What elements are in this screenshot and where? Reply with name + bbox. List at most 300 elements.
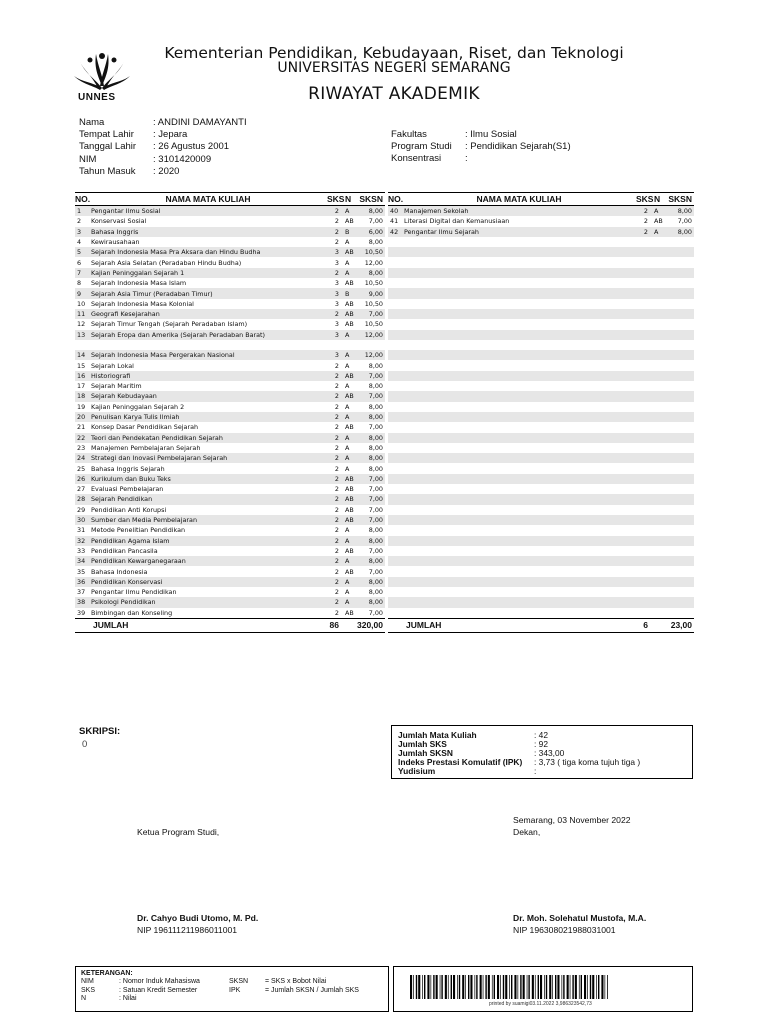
table-row: [75, 309, 385, 319]
summary-value: [534, 767, 536, 776]
course-sksn: 7,00: [368, 608, 383, 617]
course-sks: 3: [334, 258, 339, 267]
info-value: : 3101420009: [153, 154, 211, 166]
course-sks: 2: [334, 413, 339, 422]
course-no: 37: [77, 588, 86, 597]
course-no: 26: [77, 474, 86, 483]
course-grade: AB: [345, 567, 354, 576]
barcode-bar: [451, 975, 452, 999]
course-grade: AB: [345, 310, 354, 319]
course-grade: A: [345, 361, 350, 370]
barcode-bar: [485, 975, 486, 999]
barcode-bar: [413, 975, 414, 999]
info-label: NIM: [79, 153, 97, 165]
course-table-right: [388, 192, 694, 633]
table-row: [388, 556, 694, 566]
barcode-bar: [587, 975, 588, 999]
course-no: 18: [77, 392, 86, 401]
right-signer-role: Dekan,: [513, 827, 541, 837]
course-grade: A: [345, 536, 350, 545]
course-sksn: 10,50: [364, 320, 383, 329]
course-no: 16: [77, 371, 86, 380]
table-row: [75, 443, 385, 453]
course-name: Psikologi Pendidikan: [91, 598, 156, 607]
info-value: : 2020: [153, 166, 179, 178]
table-row: [388, 402, 694, 412]
barcode-bar: [416, 975, 417, 999]
legend-title: KETERANGAN:: [81, 970, 133, 977]
info-row: [391, 153, 571, 165]
barcode-bar: [523, 975, 525, 999]
student-info-left: [79, 117, 247, 178]
logo-text: UNNES: [78, 92, 116, 103]
barcode-bar: [445, 975, 447, 999]
info-value: [465, 153, 468, 165]
course-name: Evaluasi Pembelajaran: [91, 485, 164, 494]
course-sks: 2: [643, 217, 648, 226]
table-row: [75, 381, 385, 391]
table-row: [75, 422, 385, 432]
course-name: Kajian Peninggalan Sejarah 2: [91, 402, 185, 411]
course-grade: AB: [345, 474, 354, 483]
course-grade: A: [345, 351, 350, 360]
table-row: [388, 247, 694, 257]
course-sksn: 10,50: [364, 299, 383, 308]
course-name: Penulisan Karya Tulis Ilmiah: [91, 413, 180, 422]
course-sks: 3: [334, 289, 339, 298]
right-signer: [513, 912, 646, 936]
course-grade: A: [654, 227, 659, 236]
table-row: [75, 330, 385, 340]
table-row: [75, 371, 385, 381]
course-table-left: [75, 192, 385, 633]
ministry-title: Kementerian Pendidikan, Kebudayaan, Riset, dan Teknologi: [164, 44, 624, 62]
header-name: NAMA MATA KULIAH: [476, 194, 562, 204]
course-no: 38: [77, 598, 86, 607]
course-sks: 2: [643, 207, 648, 216]
course-sks: 2: [334, 392, 339, 401]
barcode-bar: [518, 975, 519, 999]
barcode-bar: [492, 975, 493, 999]
course-no: 13: [77, 330, 86, 339]
table-row: [75, 278, 385, 288]
course-sksn: 7,00: [368, 474, 383, 483]
table-row: [75, 587, 385, 597]
table-row: [75, 257, 385, 267]
barcode-bar: [549, 975, 551, 999]
course-sksn: 7,00: [368, 495, 383, 504]
course-sksn: 8,00: [368, 402, 383, 411]
course-grade: A: [345, 577, 350, 586]
barcode-bar: [532, 975, 534, 999]
barcode-bar: [476, 975, 477, 999]
course-name: Sumber dan Media Pembelajaran: [91, 516, 198, 525]
barcode-bar: [567, 975, 569, 999]
summary-value: : 343,00: [534, 749, 564, 758]
table-row: [388, 360, 694, 370]
header-no: NO.: [75, 194, 91, 204]
info-value: : Jepara: [153, 129, 187, 141]
course-grade: A: [345, 588, 350, 597]
table-row: [388, 597, 694, 607]
barcode-bar: [500, 975, 501, 999]
course-sks: 2: [334, 536, 339, 545]
legend-desc: [265, 995, 383, 1003]
course-name: Konsep Dasar Pendidikan Sejarah: [91, 423, 199, 432]
legend-desc: = SKS x Bobot Nilai: [265, 978, 327, 986]
info-row: [391, 129, 571, 141]
course-name: Sejarah Pendidikan: [91, 495, 153, 504]
course-no: 10: [77, 299, 86, 308]
barcode-bar: [475, 975, 476, 999]
course-no: 15: [77, 361, 86, 370]
course-sksn: 8,00: [368, 526, 383, 535]
table-row: [75, 463, 385, 473]
course-sks: 2: [334, 371, 339, 380]
summary-box: [391, 725, 693, 779]
skripsi-value: 0: [82, 739, 88, 750]
barcode-bar: [562, 975, 563, 999]
barcode-bar: [555, 975, 556, 999]
legend-key: SKS: [81, 986, 96, 994]
table-row: [388, 319, 694, 329]
course-no: 28: [77, 495, 86, 504]
barcode-bar: [422, 975, 423, 999]
right-signer-name: Dr. Moh. Solehatul Mustofa, M.A.: [513, 913, 647, 923]
course-sksn: 8,00: [368, 207, 383, 216]
course-name: Manajemen Pembelajaran Sejarah: [91, 443, 201, 452]
student-info-right: [391, 129, 571, 166]
course-name: Sejarah Maritim: [91, 382, 142, 391]
barcode-bar: [497, 975, 499, 999]
legend-desc: : Satuan Kredit Semester: [119, 986, 198, 994]
course-name: Historiografi: [91, 371, 131, 380]
course-grade: AB: [345, 371, 354, 380]
course-no: 2: [77, 217, 82, 226]
course-sks: 3: [334, 330, 339, 339]
course-sks: 2: [334, 433, 339, 442]
course-sksn: 7,00: [368, 371, 383, 380]
course-sks: 2: [334, 382, 339, 391]
course-sksn: 8,00: [368, 598, 383, 607]
course-no: 29: [77, 505, 86, 514]
table-row: [75, 412, 385, 422]
barcode-bar: [418, 975, 420, 999]
course-no: 35: [77, 567, 86, 576]
table-row: [388, 505, 694, 515]
table-row: [388, 422, 694, 432]
course-grade: AB: [345, 505, 354, 514]
table-row: [75, 556, 385, 566]
course-name: Sejarah Indonesia Masa Pra Aksara dan Hindu Budha: [91, 248, 261, 257]
info-value: : Pendidikan Sejarah(S1): [465, 141, 571, 153]
course-sksn: 7,00: [368, 567, 383, 576]
table-row: [75, 566, 385, 576]
course-sks: 2: [334, 454, 339, 463]
course-no: 19: [77, 402, 86, 411]
info-label: Tanggal Lahir: [79, 141, 137, 153]
table-row: [75, 608, 385, 618]
course-grade: AB: [345, 546, 354, 555]
course-no: 17: [77, 382, 86, 391]
course-no: 1: [77, 207, 82, 216]
course-name: Pendidikan Anti Korupsi: [91, 505, 167, 514]
barcode-bar: [440, 975, 441, 999]
course-sksn: 7,00: [368, 546, 383, 555]
total-sksn: 23,00: [670, 620, 692, 631]
course-no: 14: [77, 351, 86, 360]
course-name: Kewirausahaan: [91, 238, 140, 247]
header-sksn: SKSN: [359, 194, 383, 204]
barcode-bar: [575, 975, 577, 999]
course-no: 11: [77, 310, 86, 319]
course-sksn: 8,00: [368, 361, 383, 370]
course-grade: B: [345, 289, 350, 298]
course-sks: 3: [334, 351, 339, 360]
table-total: [75, 618, 385, 632]
course-no: 21: [77, 423, 86, 432]
course-sksn: 8,00: [368, 454, 383, 463]
skripsi-title: SKRIPSI:: [79, 726, 121, 737]
course-grade: AB: [654, 217, 663, 226]
course-grade: AB: [345, 392, 354, 401]
barcode-bar: [427, 975, 429, 999]
table-row: [388, 433, 694, 443]
course-sks: 2: [334, 567, 339, 576]
course-sksn: 8,00: [368, 588, 383, 597]
course-name: Strategi dan Inovasi Pembelajaran Sejarah: [91, 454, 228, 463]
course-grade: AB: [345, 248, 354, 257]
info-label: Program Studi: [391, 141, 452, 153]
course-name: Bahasa Inggris Sejarah: [91, 464, 165, 473]
course-name: Metode Penelitian Pendidikan: [91, 526, 186, 535]
barcode-bar: [470, 975, 472, 999]
legend-desc: : Nilai: [119, 994, 137, 1002]
course-sks: 2: [334, 268, 339, 277]
table-row: [75, 546, 385, 556]
barcode-box: [393, 966, 693, 1012]
course-sksn: 8,00: [368, 557, 383, 566]
table-row: [388, 278, 694, 288]
table-row: [388, 330, 694, 340]
course-no: 6: [77, 258, 82, 267]
course-grade: A: [345, 207, 350, 216]
legend-box: [75, 966, 389, 1012]
barcode-bar: [601, 975, 603, 999]
course-sksn: 9,00: [368, 289, 383, 298]
info-row: [79, 117, 247, 129]
summary-label: Jumlah SKS: [398, 738, 447, 749]
course-grade: AB: [345, 320, 354, 329]
course-sksn: 12,00: [364, 258, 383, 267]
course-no: 20: [77, 413, 86, 422]
course-sks: 2: [334, 485, 339, 494]
course-no: 33: [77, 546, 86, 555]
course-sksn: 7,00: [368, 485, 383, 494]
right-signer-nip: NIP 196308021988031001: [513, 925, 616, 935]
course-grade: AB: [345, 217, 354, 226]
barcode-bar: [462, 975, 464, 999]
table-row: [388, 288, 694, 298]
barcode-bar: [607, 975, 608, 999]
course-name: Kurikulum dan Buku Teks: [91, 474, 171, 483]
course-sks: 2: [334, 608, 339, 617]
table-row: [75, 577, 385, 587]
course-name: Geografi Kesejarahan: [91, 310, 160, 319]
info-row: [79, 141, 247, 153]
info-label: Konsentrasi: [391, 153, 442, 165]
summary-label: Yudisium: [398, 765, 436, 776]
barcode-bar: [448, 975, 449, 999]
course-name: Kajian Peninggalan Sejarah 1: [91, 268, 185, 277]
info-row: [79, 166, 247, 178]
course-sksn: 8,00: [368, 536, 383, 545]
table-row: [75, 340, 385, 350]
course-name: Literasi Digital dan Kemanusiaan: [404, 217, 510, 226]
course-sks: 2: [334, 464, 339, 473]
course-grade: AB: [345, 516, 354, 525]
legend-items: [81, 978, 383, 1003]
table-row: [388, 443, 694, 453]
course-name: Bimbingan dan Konseling: [91, 608, 173, 617]
table-row: [75, 525, 385, 535]
barcode-bar: [552, 975, 553, 999]
barcode-bar: [598, 975, 599, 999]
left-signer: [137, 912, 258, 936]
table-row: [388, 484, 694, 494]
course-name: Sejarah Kebudayaan: [91, 392, 157, 401]
course-sksn: 8,00: [368, 464, 383, 473]
table-row: [75, 402, 385, 412]
left-signer-nip: NIP 196111211986011001: [137, 925, 238, 935]
course-grade: A: [345, 443, 350, 452]
course-name: Sejarah Asia Timur (Peradaban Timur): [91, 289, 213, 298]
total-sks: 6: [643, 620, 648, 631]
course-grade: A: [345, 402, 350, 411]
table-row: [75, 474, 385, 484]
table-row: [388, 474, 694, 484]
barcode-bar: [557, 975, 559, 999]
course-grade: A: [345, 433, 350, 442]
barcode-bar: [480, 975, 482, 999]
course-sks: 2: [334, 402, 339, 411]
table-row: [388, 494, 694, 504]
table-row: [388, 227, 694, 237]
course-sks: 2: [334, 598, 339, 607]
total-sks: 86: [329, 620, 339, 631]
document-title: RIWAYAT AKADEMIK: [308, 84, 480, 104]
legend-desc: : Nomor Induk Mahasiswa: [119, 978, 200, 986]
course-grade: A: [345, 526, 350, 535]
table-row: [388, 453, 694, 463]
course-no: 3: [77, 227, 82, 236]
barcode-bar: [538, 975, 539, 999]
course-sksn: 8,00: [368, 382, 383, 391]
barcode-bar: [540, 975, 542, 999]
barcode-bar: [520, 975, 521, 999]
course-no: 32: [77, 536, 86, 545]
course-no: 4: [77, 238, 82, 247]
barcode-bar: [528, 975, 529, 999]
course-no: 24: [77, 454, 86, 463]
course-no: 27: [77, 485, 86, 494]
table-row: [75, 227, 385, 237]
course-sks: 2: [334, 227, 339, 236]
course-sks: 2: [334, 207, 339, 216]
course-sks: 2: [334, 505, 339, 514]
barcode-bar: [535, 975, 536, 999]
course-name: Sejarah Indonesia Masa Islam: [91, 279, 187, 288]
header-no: NO.: [388, 194, 404, 204]
barcode-bar: [581, 975, 582, 999]
table-row: [75, 237, 385, 247]
table-row: [388, 257, 694, 267]
table-row: [388, 340, 694, 350]
barcode-bar: [503, 975, 504, 999]
header-sks: SKS: [327, 194, 345, 204]
table-row: [75, 433, 385, 443]
barcode-bar: [579, 975, 580, 999]
course-name: Sejarah Lokal: [91, 361, 134, 370]
course-sks: 2: [334, 577, 339, 586]
legend-key: SKSN: [229, 978, 249, 986]
table-header: [388, 193, 694, 206]
course-sksn: 7,00: [677, 217, 692, 226]
barcode-bar: [527, 975, 528, 999]
barcode-bar: [410, 975, 412, 999]
table-row: [75, 216, 385, 226]
course-no: 22: [77, 433, 86, 442]
table-row: [388, 268, 694, 278]
barcode-bar: [570, 975, 571, 999]
course-grade: AB: [345, 423, 354, 432]
barcode-bar: [431, 975, 432, 999]
course-sks: 2: [334, 516, 339, 525]
table-row: [75, 536, 385, 546]
table-row: [388, 309, 694, 319]
course-sks: 2: [334, 557, 339, 566]
course-sks: 2: [334, 474, 339, 483]
table-row: [75, 505, 385, 515]
table-body: [75, 206, 385, 618]
course-name: Sejarah Indonesia Masa Pergerakan Nasional: [91, 351, 235, 360]
barcode-image: [410, 975, 608, 999]
header-n: N: [345, 194, 352, 204]
barcode-bar: [483, 975, 484, 999]
table-row: [388, 587, 694, 597]
table-body: [388, 206, 694, 618]
barcode-bar: [433, 975, 434, 999]
barcode-bar: [465, 975, 466, 999]
table-row: [75, 484, 385, 494]
course-grade: A: [345, 382, 350, 391]
course-sks: 2: [334, 546, 339, 555]
table-row: [388, 577, 694, 587]
course-grade: A: [345, 238, 350, 247]
course-name: Sejarah Eropa dan Amerika (Sejarah Peradaban Barat): [91, 330, 266, 339]
barcode-bar: [424, 975, 425, 999]
course-sksn: 7,00: [368, 392, 383, 401]
course-grade: AB: [345, 485, 354, 494]
course-no: 7: [77, 268, 82, 277]
table-row: [388, 536, 694, 546]
table-row: [75, 391, 385, 401]
course-sks: 2: [334, 588, 339, 597]
table-row: [388, 525, 694, 535]
table-row: [75, 515, 385, 525]
table-row: [388, 546, 694, 556]
barcode-bar: [441, 975, 442, 999]
